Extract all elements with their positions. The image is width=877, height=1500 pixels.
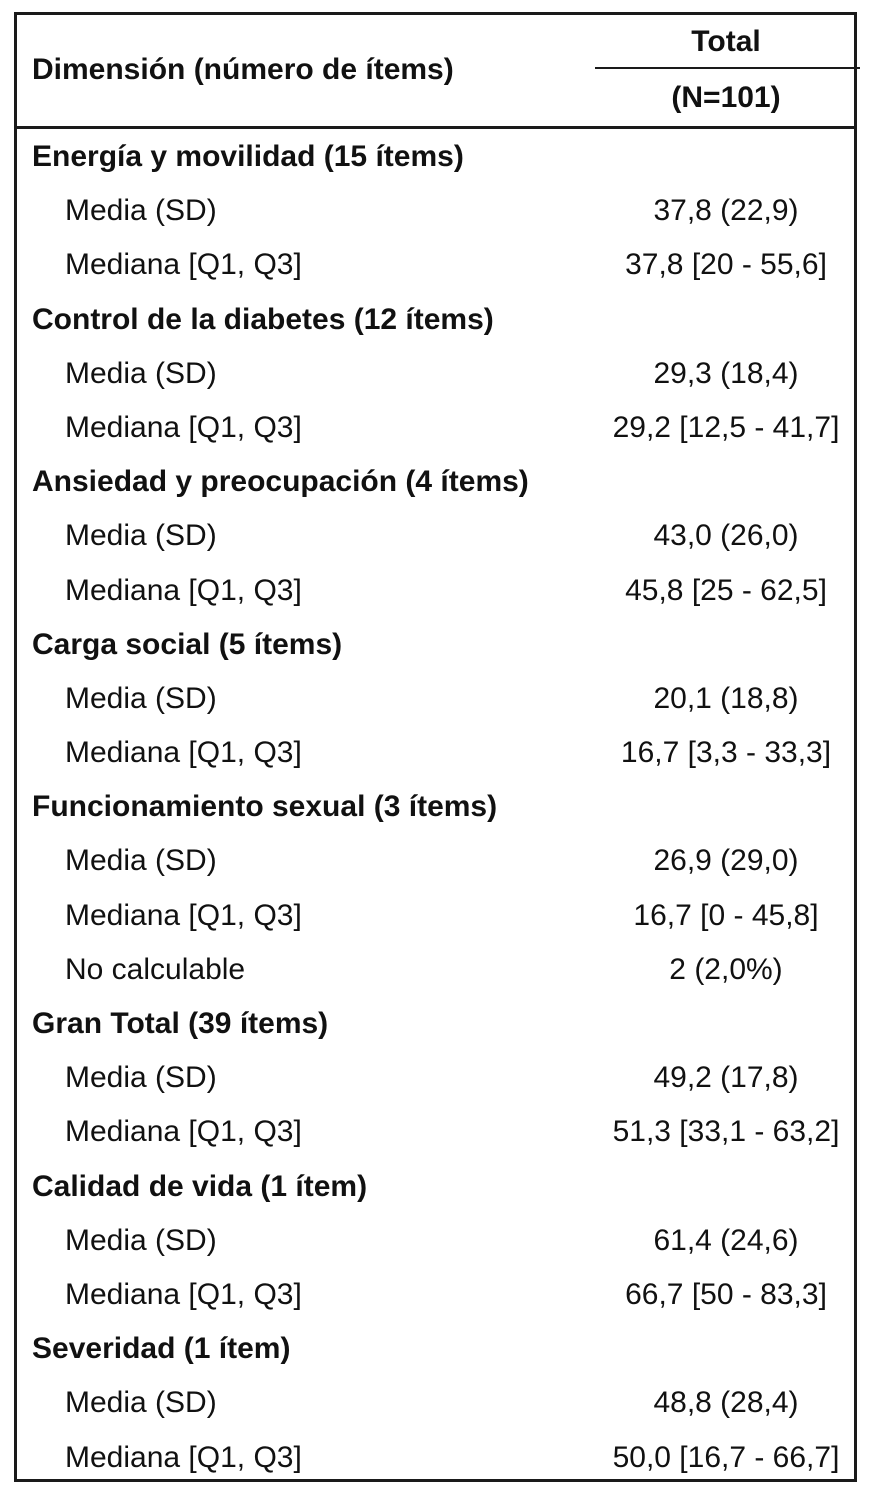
stat-label: Mediana [Q1, Q3] [65, 1440, 302, 1474]
stat-label: Media (SD) [65, 356, 217, 390]
sample-size-header: (N=101) [671, 81, 781, 114]
stat-label: Media (SD) [65, 844, 217, 878]
stat-value: 26,9 (29,0) [653, 844, 799, 878]
stat-value: 37,8 [20 - 55,6] [625, 248, 827, 282]
stat-value: 50,0 [16,7 - 66,7] [612, 1440, 840, 1474]
dimension-column-header: Dimensión (número de ítems) [32, 53, 454, 86]
table-row [17, 727, 854, 781]
section-label: Energía y movilidad (15 ítems) [32, 140, 464, 173]
stat-label: Mediana [Q1, Q3] [65, 736, 302, 770]
table-row [17, 239, 854, 293]
stat-value: 29,2 [12,5 - 41,7] [612, 410, 840, 444]
stat-label: Mediana [Q1, Q3] [65, 898, 302, 932]
section-row [17, 619, 854, 673]
table-row [17, 565, 854, 619]
stat-value: 43,0 (26,0) [653, 519, 799, 553]
section-row [17, 1323, 854, 1377]
stat-label: Media (SD) [65, 519, 217, 553]
stat-label: Mediana [Q1, Q3] [65, 248, 302, 282]
table-row [17, 510, 854, 564]
stat-value: 2 (2,0%) [669, 952, 783, 986]
stat-label: Media (SD) [65, 681, 217, 715]
table-row [17, 835, 854, 889]
stat-value: 37,8 (22,9) [653, 194, 799, 228]
stat-value: 48,8 (28,4) [653, 1386, 799, 1420]
table-row [17, 1432, 854, 1486]
stat-label: Media (SD) [65, 1223, 217, 1257]
stat-label: Media (SD) [65, 1061, 217, 1095]
stat-label: Mediana [Q1, Q3] [65, 1115, 302, 1149]
section-row [17, 456, 854, 510]
stat-label: Mediana [Q1, Q3] [65, 1277, 302, 1311]
stat-label: Mediana [Q1, Q3] [65, 410, 302, 444]
section-label: Funcionamiento sexual (3 ítems) [32, 790, 498, 824]
header-divider [595, 67, 860, 69]
section-label: Gran Total (39 ítems) [32, 1007, 329, 1040]
table-row [17, 185, 854, 239]
section-row [17, 998, 854, 1052]
stat-value: 61,4 (24,6) [653, 1223, 799, 1257]
section-label: Ansiedad y preocupación (4 ítems) [32, 465, 529, 499]
section-row [17, 294, 854, 348]
table-row [17, 1269, 854, 1323]
section-row [17, 131, 854, 185]
stat-value: 49,2 (17,8) [653, 1061, 799, 1095]
stat-value: 16,7 [3,3 - 33,3] [620, 736, 832, 770]
stat-label: Media (SD) [65, 1386, 217, 1420]
results-table [14, 12, 857, 1482]
section-label: Control de la diabetes (12 ítems) [32, 302, 494, 336]
stat-value: 16,7 [0 - 45,8] [633, 898, 819, 932]
table-row [17, 1215, 854, 1269]
stat-label: Mediana [Q1, Q3] [65, 573, 302, 607]
table-row [17, 1052, 854, 1106]
table-row [17, 944, 854, 998]
table-row [17, 1377, 854, 1431]
table-row [17, 348, 854, 402]
table-row [17, 402, 854, 456]
stat-label: Media (SD) [65, 194, 217, 228]
stat-value: 20,1 (18,8) [653, 681, 799, 715]
section-row [17, 1161, 854, 1215]
table-row [17, 673, 854, 727]
table-body [17, 131, 854, 1486]
section-label: Carga social (5 ítems) [32, 627, 343, 661]
table-row [17, 1106, 854, 1160]
table-header [17, 15, 854, 129]
stat-value: 51,3 [33,1 - 63,2] [612, 1115, 840, 1149]
section-label: Severidad (1 ítem) [32, 1332, 291, 1366]
table-row [17, 890, 854, 944]
stat-label: No calculable [65, 952, 246, 986]
section-row [17, 781, 854, 835]
stat-value: 29,3 (18,4) [653, 356, 799, 390]
section-label: Calidad de vida (1 ítem) [32, 1169, 368, 1203]
stat-value: 66,7 [50 - 83,3] [625, 1277, 827, 1311]
stat-value: 45,8 [25 - 62,5] [625, 573, 827, 607]
total-column-header: Total [691, 25, 761, 58]
